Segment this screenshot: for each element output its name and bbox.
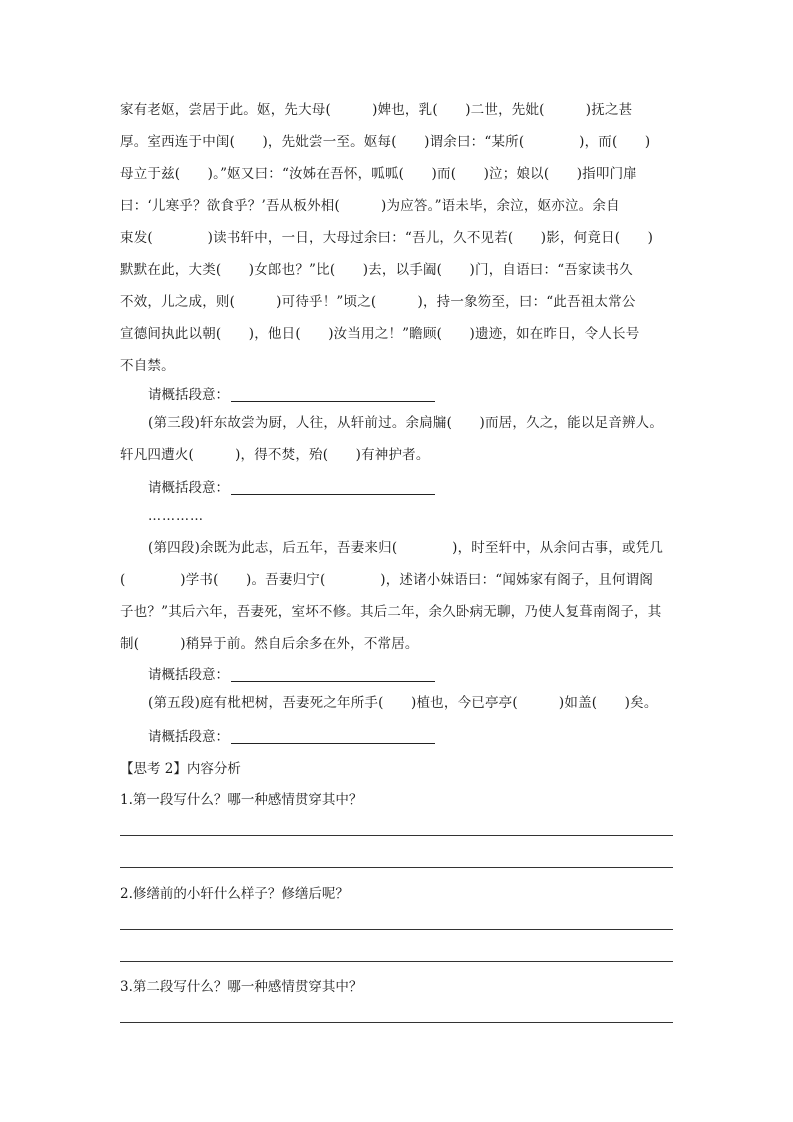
summary-label: 请概括段意： <box>148 729 229 745</box>
para4-line: 制( )稍异于前。然自后余多在外，不常居。 <box>120 636 419 652</box>
para4-line: 子也？”其后六年，吾妻死，室坏不修。其后二年，余久卧病无聊，乃使人复葺南阁子，其 <box>120 604 662 620</box>
summary-label: 请概括段意： <box>148 387 229 403</box>
para5-line: (第五段)庭有枇杷树，吾妻死之年所手( )植也，今已亭亭( )如盖( )矣。 <box>148 695 658 711</box>
passage-line: 束发( )读书轩中，一日，大母过余曰：“吾儿，久不见若( )影，何竟日( ) <box>120 230 654 246</box>
para4-line: (第四段)余既为此志，后五年，吾妻来归( )，时至轩中，从余问古事，或凭几 <box>148 540 664 556</box>
answer-line[interactable] <box>120 867 673 868</box>
answer-line[interactable] <box>120 835 673 836</box>
passage-line: 宣德间执此以朝( )，他日( )汝当用之！”瞻顾( )遗迹，如在昨日，令人长号 <box>120 326 640 342</box>
summary-label: 请概括段意： <box>148 480 229 496</box>
question-3: 3.第二段写什么？哪一种感情贯穿其中？ <box>120 979 363 995</box>
passage-line: 不效，儿之成，则( )可待乎！”顷之( )，持一象笏至，曰：“此吾祖太常公 <box>120 294 636 310</box>
section-heading: 【思考 2】内容分析 <box>120 761 241 777</box>
summary-label: 请概括段意： <box>148 667 229 683</box>
summary-answer-line[interactable] <box>231 387 435 402</box>
para3-line: 轩凡四遭火( )，得不焚，殆( )有神护者。 <box>120 447 430 463</box>
summary-answer-line[interactable] <box>231 729 435 744</box>
passage-line: 家有老妪，尝居于此。妪，先大母( )婢也，乳( )二世，先妣( )抚之甚 <box>120 102 633 118</box>
answer-line[interactable] <box>120 1022 673 1023</box>
para3-line: (第三段)轩东故尝为厨，人往，从轩前过。余扃牖( )而居，久之，能以足音辨人。 <box>148 415 664 431</box>
answer-line[interactable] <box>120 961 673 962</box>
ellipsis: ………… <box>148 509 204 524</box>
passage-line: 不自禁。 <box>120 358 175 374</box>
passage-line: 母立于兹( )。”妪又曰：“汝姊在吾怀，呱呱( )而( )泣；娘以( )指叩门扉 <box>120 166 637 182</box>
passage-line: 厚。室西连于中闺( )，先妣尝一至。妪每( )谓余曰：“某所( )，而( ) <box>120 134 651 150</box>
summary-answer-line[interactable] <box>231 480 435 495</box>
question-2: 2.修缮前的小轩什么样子？修缮后呢？ <box>120 886 349 902</box>
para4-line: ( )学书( )。吾妻归宁( )，述诸小妹语曰：“闻姊家有阁子，且何谓阁 <box>120 572 654 588</box>
summary-prompt <box>148 665 435 685</box>
summary-prompt <box>148 727 435 747</box>
passage-line: 默默在此，大类( )女郎也？”比( )去，以手阖( )门，自语曰：“吾家读书久 <box>120 262 633 278</box>
answer-line[interactable] <box>120 929 673 930</box>
summary-answer-line[interactable] <box>231 667 435 682</box>
summary-prompt <box>148 478 435 498</box>
question-1: 1.第一段写什么？哪一种感情贯穿其中？ <box>120 792 363 808</box>
summary-prompt <box>148 385 435 405</box>
passage-line: 曰：‘儿寒乎？欲食乎？’吾从板外相( )为应答。”语未毕，余泣，妪亦泣。余自 <box>120 198 620 214</box>
